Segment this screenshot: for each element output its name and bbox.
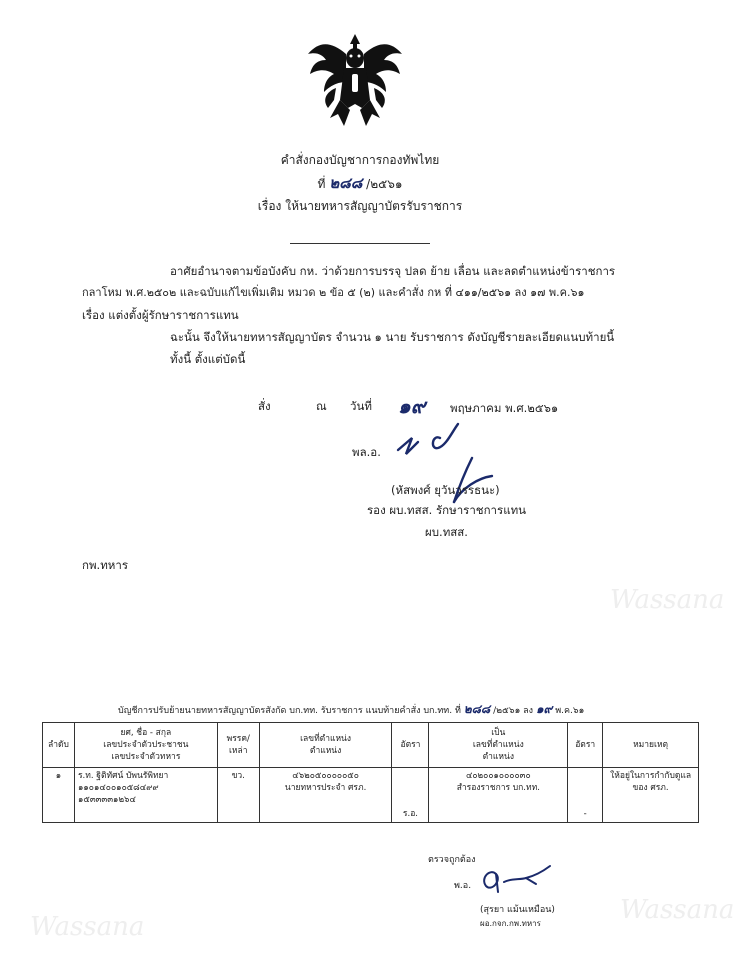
month-year: พฤษภาคม พ.ศ.๒๕๖๑ [450,401,559,415]
watermark-3: Wassana [620,895,734,925]
day-handwritten: ๑๙ [398,394,426,418]
cell-branch: ขว. [217,768,259,823]
col-branch-line1: พรรค/ [226,734,250,744]
para2-line1: ฉะนั้น จึงให้นายทหารสัญญาบัตร จำนวน ๑ นาย รับราชการ ดังบัญชีรายละเอียดแนบท้ายนี้ [170,330,615,344]
verifier-position: ผอ.กจก.กพ.ทหาร [480,919,541,928]
col-remark: หมายเหตุ [603,723,699,768]
col-to-line3: ตำแหน่ง [482,752,514,762]
cell-to-position [429,768,568,823]
watermark-1: Wassana [610,585,725,615]
watermark-2: Wassana [30,912,145,942]
cell-from-line2: นายทหารประจำ ศรภ. [284,783,367,793]
annex-title-text: บัญชีการปรับย้ายนายทหารสัญญาบัตรสังกัด บก.ทท. รับราชการ แนบท้ายคำสั่ง บก.ทท. ที่ [118,706,461,716]
divider-line [290,243,430,244]
cell-from-position [259,768,392,823]
order-subject: เรื่อง ให้นายทหารสัญญาบัตรรับราชการ [257,199,463,213]
order-word-2: ณ [316,399,327,413]
col-name-line1: ยศ, ชื่อ - สกุล [120,728,172,738]
col-branch [217,723,259,768]
annex-day-handwritten: ๑๙ [535,702,553,716]
col-branch-line2: เหล่า [228,746,248,756]
annex-title-end: พ.ค.๖๑ [555,706,585,716]
annex-table [42,722,699,823]
para1-line1: อาศัยอำนาจตามข้อบังคับ กห. ว่าด้วยการบรรจุ ปลด ย้าย เลื่อน และลดตำแหน่งข้าราชการ [170,264,616,278]
col-from-position [259,723,392,768]
col-to-line2: เลขที่ตำแหน่ง [472,740,524,750]
signer-position-2: ผบ.ทสส. [425,525,468,539]
cell-remark [603,768,699,823]
verifier-rank: พ.อ. [454,881,472,891]
para2-line2: ทั้งนี้ ตั้งแต่บัดนี้ [170,352,246,366]
cell-rate-2: - [568,768,603,823]
col-name-line3: เลขประจำตัวทหาร [111,752,181,762]
garuda-emblem [300,30,410,140]
cell-to-line2: สำรองราชการ บก.ทท. [456,783,540,793]
cell-name-line2: ๑๑๐๑๔๐๐๑๐๕๘๔๙๙ [77,783,159,793]
col-name [74,723,217,768]
cell-rate-1: ร.อ. [392,768,429,823]
annex-number-handwritten: ๒๘๘ [463,702,491,716]
order-header: คำสั่งกองบัญชาการกองทัพไทย [280,153,440,167]
para1-line2: กลาโหม พ.ศ.๒๕๐๒ และฉบับแก้ไขเพิ่มเติม หมวด ๒ ข้อ ๕ (๒) และคำสั่ง กห ที่ ๔๑๑/๒๕๖๑ ลง ๑๗ พ.ค.๖๑ [82,286,585,299]
table-header-row [43,723,699,768]
cell-to-line1: ๔๐๒๐๐๑๐๐๐๐๓๐ [465,771,531,781]
verifier-name: (สุรยา แม้นเหมือน) [480,905,555,915]
col-rate-2: อัตรา [568,723,603,768]
cell-no: ๑ [43,768,75,823]
order-word-3: วันที่ [350,399,372,413]
col-to-position [429,723,568,768]
col-no: ลำดับ [43,723,75,768]
signer-rank: พล.อ. [352,445,381,459]
cell-name-line1: ร.ท. ฐิติทัศน์ บัพนรัพิทยา [77,771,169,781]
annex-title [118,700,584,719]
col-from-line1: เลขที่ตำแหน่ง [300,734,352,744]
cell-remark-line1: ให้อยู่ในการกำกับดูแล [610,771,692,781]
table-row [43,768,699,823]
col-from-line2: ตำแหน่ง [309,746,342,756]
cell-remark-line2: ของ ศรภ. [632,783,669,793]
verified-label: ตรวจถูกต้อง [428,855,476,865]
number-handwritten: ๒๘๘ [329,174,363,192]
col-to-line1: เป็น [491,728,506,738]
para1-line3: เรื่อง แต่งตั้งผู้รักษาราชการแทน [82,308,239,322]
signer-position-1: รอง ผบ.ทสส. รักษาราชการแทน [367,503,527,517]
order-word-1: สั่ง [258,399,271,413]
annex-title-mid: /๒๕๖๑ ลง [493,706,534,716]
number-prefix: ที่ [317,177,326,191]
number-year: /๒๕๖๑ [366,177,403,191]
cell-from-line1: ๔๖๒๐๕๐๐๐๐๐๕๐ [292,771,359,781]
order-number [0,171,720,195]
signer-name: (หัสพงศ์ ยุวันวรรธนะ) [391,483,500,497]
cell-name [74,768,217,823]
col-name-line2: เลขประจำตัวประชาชน [103,740,189,750]
signature-verifier [476,858,556,898]
distribution: กพ.ทหาร [82,558,128,572]
cell-name-line3: ๑๕๓๓๓๓๑๒๖๔ [77,795,136,805]
col-rate-1: อัตรา [392,723,429,768]
